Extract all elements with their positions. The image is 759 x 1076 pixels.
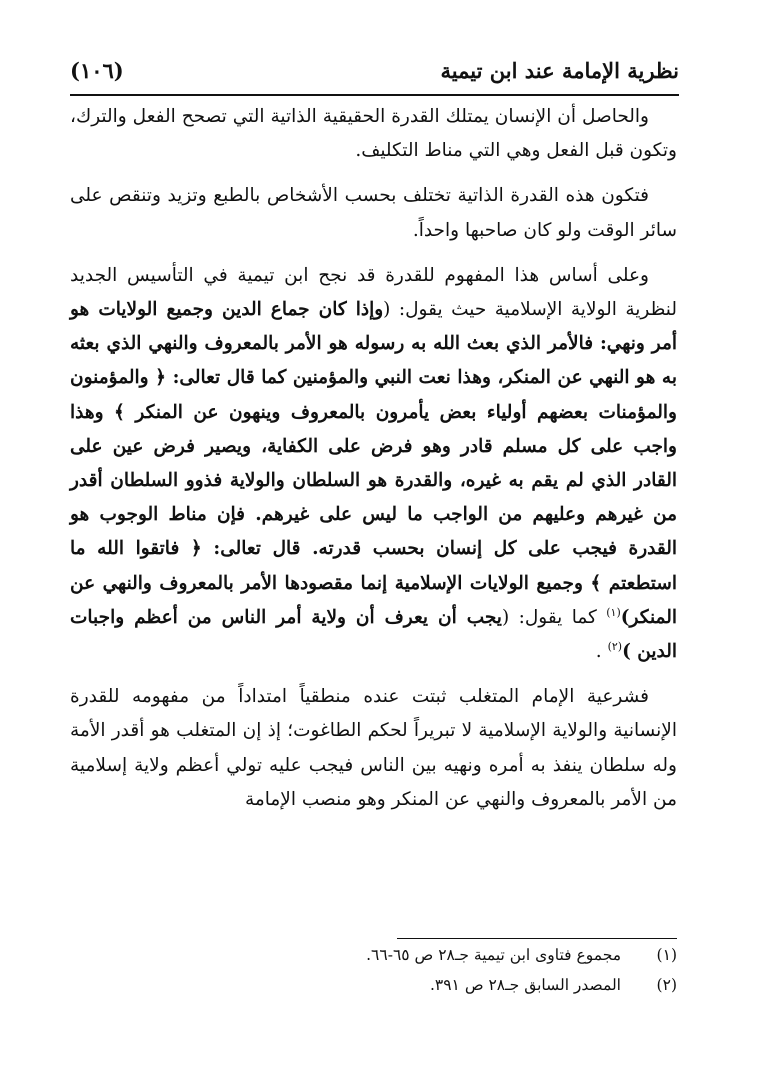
main-text [70,100,677,817]
quotation-1: وإذا كان جماع الدين وجميع الولايات هو أمر ونهي: فالأمر الذي بعث الله به رسوله هو الأمر بالمعروف والنهي الذي بعثه به هو النهي عن المنكر، وهذا نعت النبي والمؤمنين كما قال تعالى: ﴿ والمؤمنون والمؤمنات بعضهم أولياء بعض يأمرون بالمعروف وينهون عن المنكر ﴾ وهذا واجب على كل مسلم قادر وهو فرض على الكفاية، ويصير فرض عين على القادر الذي لم يقم به غيره، والقدرة هو السلطان والولاية فذوو السلطان أقدر من غيرهم وعليهم من الواجب ما ليس على غيرهم. فإن مناط الوجوب هو القدرة فيجب على كل إنسان بحسب قدرته. قال تعالى: ﴿ فاتقوا الله ما استطعتم ﴾ وجميع الولايات الإسلامية إنما مقصودها الأمر بالمعروف والنهي عن المنكر) [70,299,677,628]
quotation-2: يجب أن يعرف أن ولاية أمر الناس من أعظم واجبات الدين ) [70,606,677,663]
footnote-2 [70,970,677,1000]
footnote-ref-2: (٢) [607,639,623,653]
running-title: نظرية الإمامة عند ابن تيمية [440,58,679,83]
footnote-ref-1: (١) [606,605,621,619]
footnote-2-text: المصدر السابق جـ٢٨ ص ٣٩١. [429,976,621,994]
page-number: (١٠٦) [70,58,124,83]
header-divider [70,94,679,96]
paragraph-2: فتكون هذه القدرة الذاتية تختلف بحسب الأشخاص بالطبع وتزيد وتنقص على سائر الوقت ولو كان صاحبها واحداً. [70,185,677,241]
paragraph-1: والحاصل أن الإنسان يمتلك القدرة الحقيقية الذاتية التي تصحح الفعل والترك، وتكون قبل الفعل وهي التي مناط التكليف. [70,106,677,162]
paragraph-3-end: . [595,641,608,663]
paragraph-4: فشرعية الإمام المتغلب ثبتت عنده منطقياً امتداداً من مفهومه للقدرة الإنسانية والولاية الإسلامية لا تبريراً لحكم الطاغوت؛ إذ إن المتغلب هو أقدر الأمة وله سلطان ينفذ به أمره ونهيه بين الناس فيجب عليه تولي أعظم ولاية إسلامية من الأمر بالمعروف والنهي عن المنكر وهو منصب الإمامة [70,686,677,810]
page-header [70,58,679,92]
paragraph-3-mid: كما يقول: ( [501,606,607,628]
footnote-1-text: مجموع فتاوى ابن تيمية جـ٢٨ ص ٦٥-٦٦. [366,946,621,964]
footnote-2-number: (٢) [656,976,677,994]
footnotes [70,940,677,1000]
paragraph-3-intro: وعلى أساس هذا المفهوم للقدرة قد نجح ابن تيمية في التأسيس الجديد لنظرية الولاية الإسلامية حيث يقول: ( [70,264,677,321]
footnote-divider [397,938,677,939]
footnote-1 [70,940,677,970]
footnote-1-number: (١) [656,946,677,964]
paragraph-3 [70,259,677,669]
